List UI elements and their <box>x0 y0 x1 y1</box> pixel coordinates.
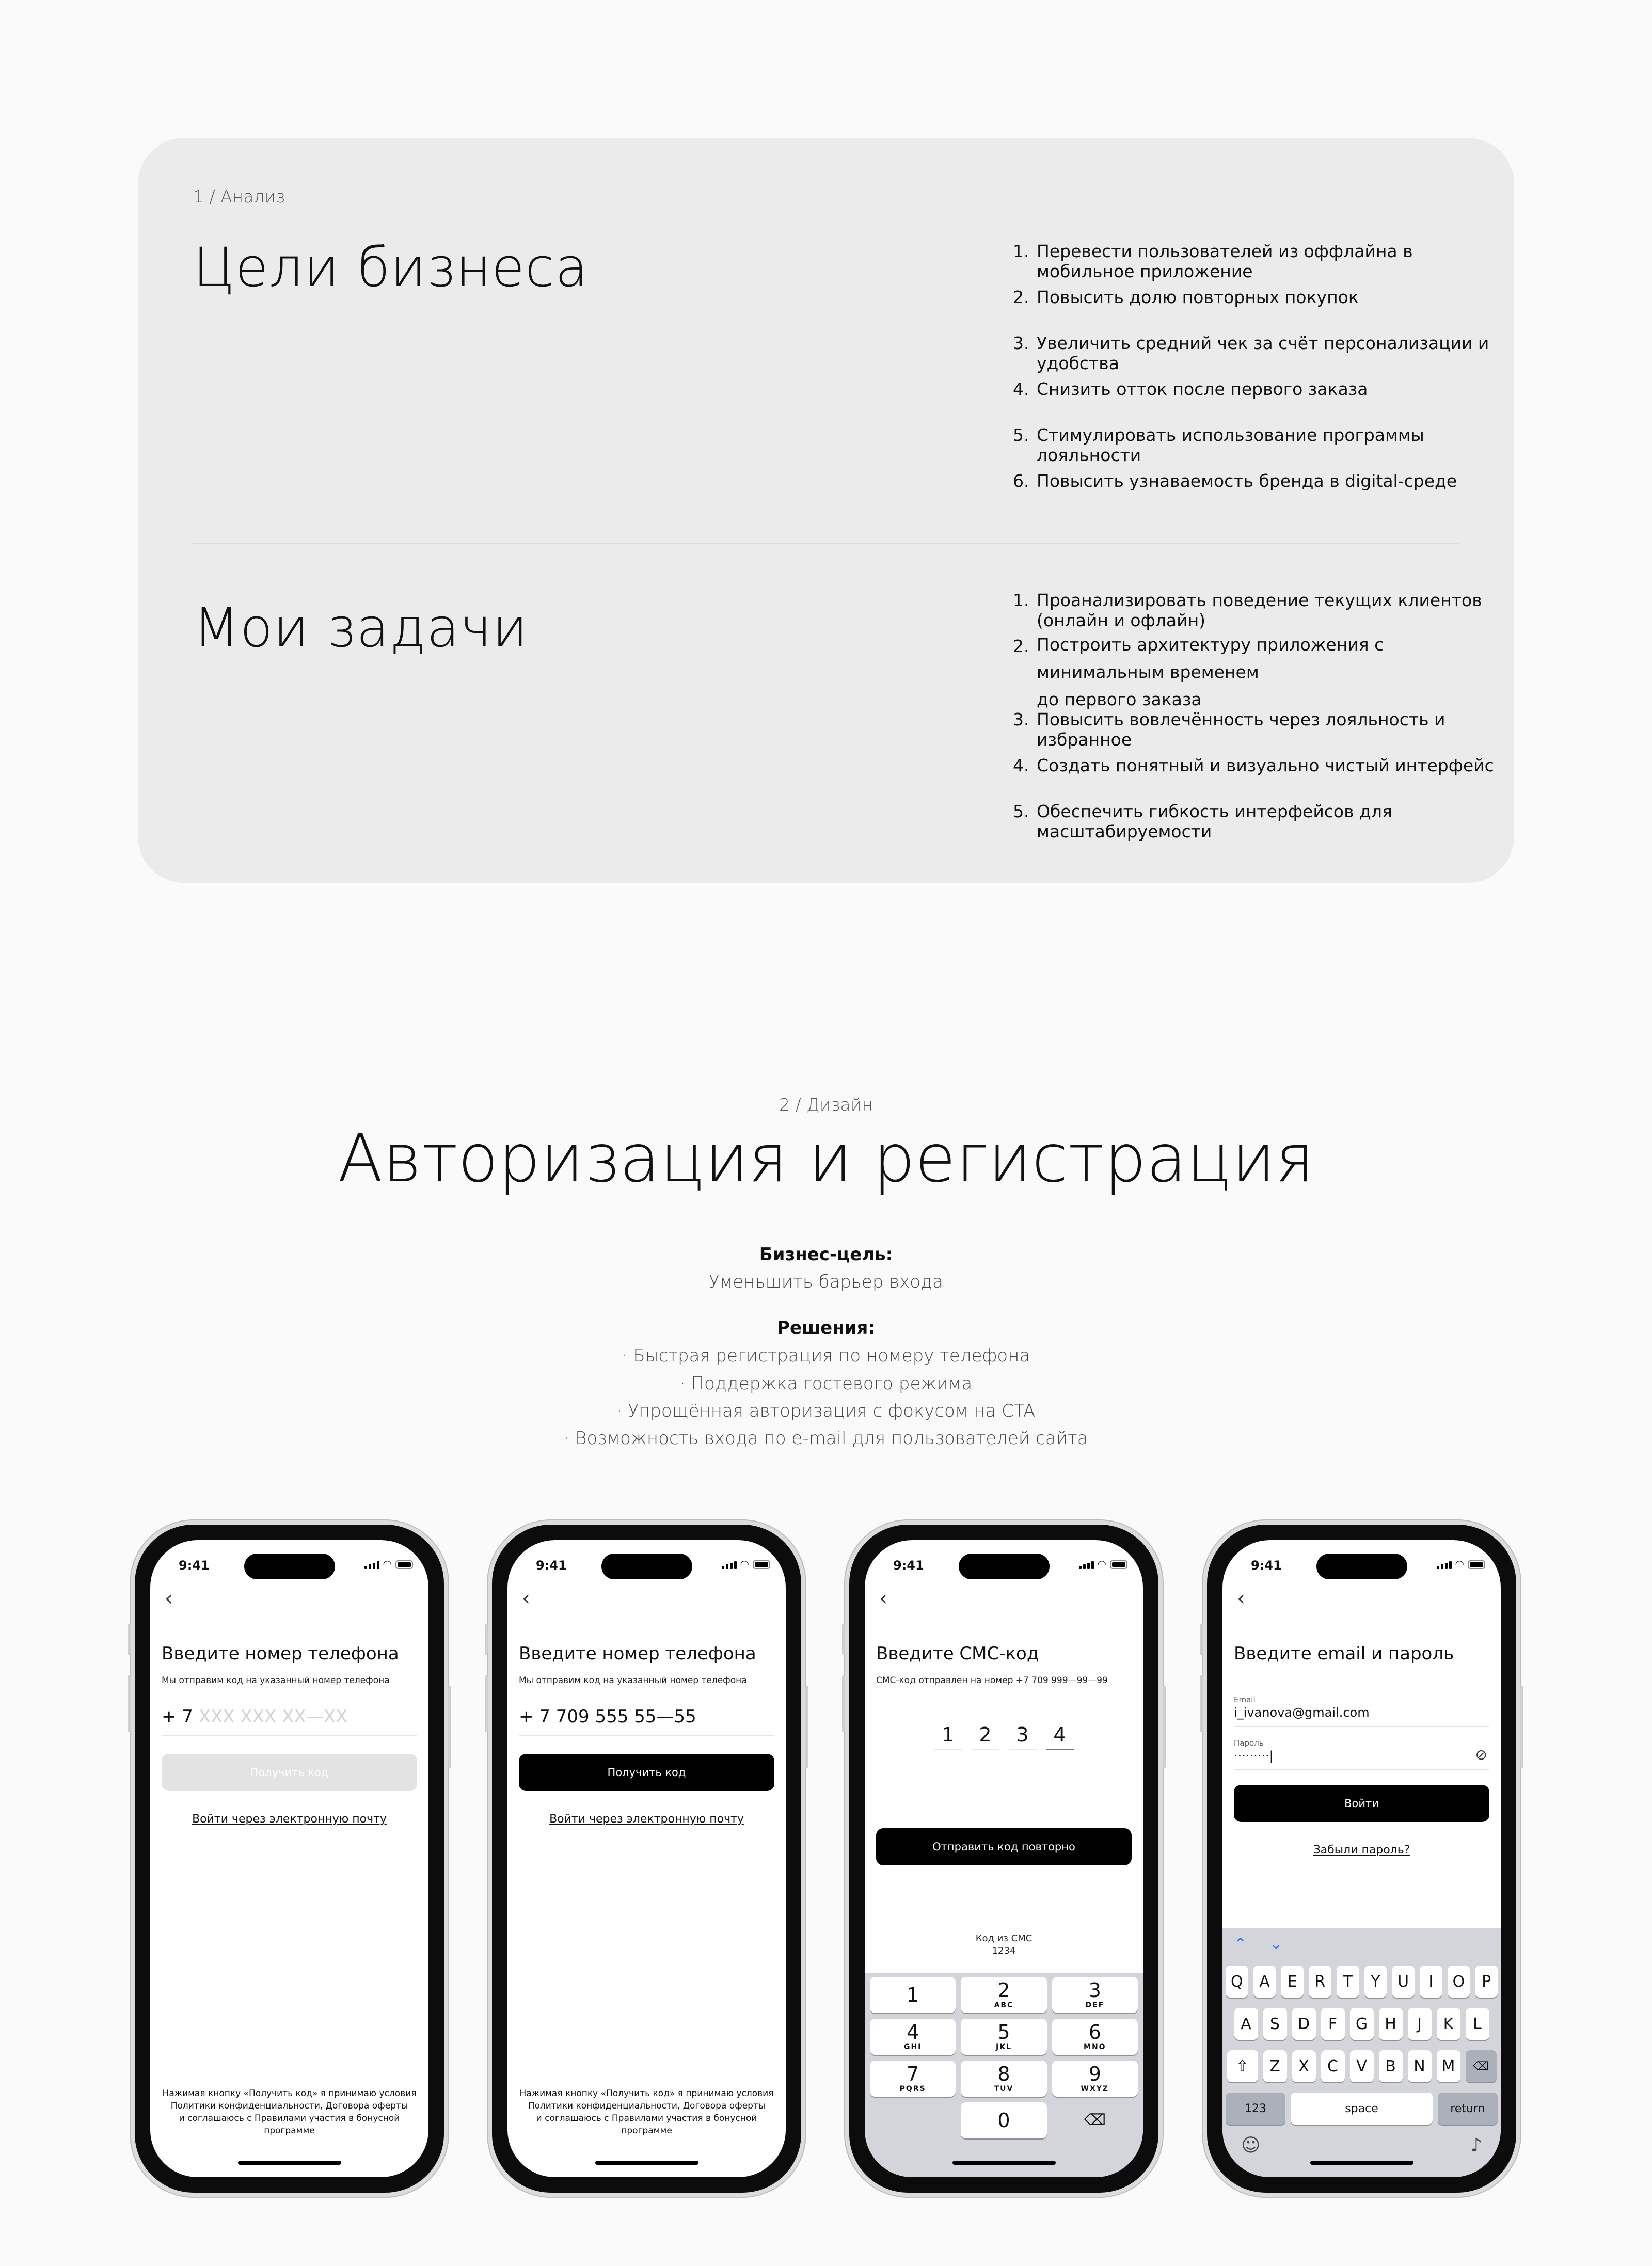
status-icons <box>364 1559 413 1569</box>
phone-mockup-phone-empty <box>131 1520 448 2197</box>
status-time: 9:41 <box>1251 1558 1282 1573</box>
email-value: i_ivanova@gmail.com <box>1234 1705 1370 1720</box>
side-button <box>128 1624 131 1655</box>
keypad-key[interactable]: 6 MNO <box>1052 2019 1138 2055</box>
phone-mockup-sms <box>845 1520 1163 2197</box>
list-item: 1. Проанализировать поведение текущих клиентов (онлайн и офлайн) <box>1013 590 1482 630</box>
list-item: 4. Снизить отток после первого заказа <box>1013 379 1368 399</box>
keyboard-key[interactable]: Y <box>1364 1966 1387 1998</box>
chevron-left-icon[interactable]: ‹ <box>879 1587 887 1610</box>
keyboard-key[interactable]: A <box>1234 2008 1258 2040</box>
phone-mockup-email <box>1203 1520 1520 2197</box>
home-indicator <box>1310 2161 1413 2165</box>
side-button <box>1200 1675 1203 1732</box>
keypad-key[interactable]: 7 PQRS <box>870 2061 956 2097</box>
wifi-icon: ◠ <box>1097 1558 1106 1570</box>
phone-mockup-phone-filled <box>488 1520 805 2197</box>
business-goal-label: Бизнес-цель: <box>759 1244 893 1265</box>
email-login-link[interactable]: Войти через электронную почту <box>192 1813 387 1826</box>
keyboard-key[interactable]: E <box>1281 1966 1304 1998</box>
battery-icon <box>753 1560 770 1569</box>
legal-text: Нажимая кнопку «Получить код» я принимаю условия Политики конфиденциальности, Договора оферты и соглашаюсь с Правилами участия в бонусной программе <box>162 2088 417 2136</box>
keyboard-key[interactable]: M <box>1437 2050 1460 2082</box>
code-digit: 4 <box>1046 1723 1074 1750</box>
battery-icon <box>1468 1560 1485 1569</box>
numeric-keypad <box>865 1973 1143 2177</box>
screen-title: Введите номер телефона <box>519 1643 756 1664</box>
keyboard-key[interactable]: C <box>1321 2050 1345 2082</box>
page-title: Авторизация и регистрация <box>338 1120 1314 1197</box>
delete-key-icon[interactable]: ⌫ <box>1466 2050 1497 2082</box>
keyboard-key[interactable]: F <box>1321 2008 1345 2040</box>
email-field[interactable] <box>1234 1695 1489 1727</box>
code-digit: 3 <box>1009 1723 1037 1750</box>
solutions-label: Решения: <box>777 1318 875 1338</box>
list-item: 1. Перевести пользователей из оффлайна в мобильное приложение <box>1013 241 1413 281</box>
section-tag-design: 2 / Дизайн <box>779 1095 873 1115</box>
my-tasks-list <box>1013 590 1514 847</box>
side-button <box>128 1675 131 1732</box>
phone-input[interactable] <box>519 1706 774 1736</box>
solution-item: · Упрощённая авторизация с фокусом на CTA <box>616 1401 1036 1421</box>
signal-icon <box>1079 1561 1094 1569</box>
keypad-key[interactable]: 5 JKL <box>961 2019 1046 2055</box>
phone-input[interactable] <box>162 1706 417 1736</box>
keyboard-key[interactable]: P <box>1475 1966 1498 1998</box>
screen-title: Введите email и пароль <box>1234 1643 1454 1664</box>
status-icons <box>722 1559 770 1569</box>
phone-screen <box>150 1540 428 2177</box>
eye-off-icon[interactable]: ⊘ <box>1475 1746 1487 1763</box>
keyboard-key[interactable]: Q <box>1226 1966 1248 1998</box>
keyboard-key[interactable]: D <box>1292 2008 1316 2040</box>
list-item: 6. Повысить узнаваемость бренда в digital-среде <box>1013 471 1457 491</box>
keyboard-key[interactable]: V <box>1350 2050 1374 2082</box>
microphone-icon[interactable]: ♪ <box>1470 2135 1482 2156</box>
chevron-up-icon[interactable]: ⌃ <box>1234 1935 1247 1953</box>
legal-text: Нажимая кнопку «Получить код» я принимаю условия Политики конфиденциальности, Договора оферты и соглашаюсь с Правилами участия в бонусной программе <box>519 2088 774 2136</box>
screen-title: Введите номер телефона <box>162 1643 399 1664</box>
dynamic-island <box>959 1554 1050 1579</box>
chevron-left-icon[interactable]: ‹ <box>165 1587 173 1610</box>
keyboard-key[interactable]: H <box>1379 2008 1403 2040</box>
list-item: 2. Повысить долю повторных покупок <box>1013 287 1359 307</box>
status-icons <box>1437 1559 1485 1569</box>
chevron-down-icon[interactable]: ⌄ <box>1269 1935 1283 1953</box>
solution-item: · Поддержка гостевого режима <box>679 1373 973 1394</box>
dynamic-island <box>601 1554 692 1579</box>
code-digit: 2 <box>972 1723 999 1750</box>
home-indicator <box>238 2161 341 2165</box>
section-divider <box>193 543 1459 544</box>
phone-frame <box>492 1525 801 2193</box>
keyboard-key[interactable]: R <box>1309 1966 1331 1998</box>
keypad-key[interactable]: 1 <box>870 1977 956 2013</box>
phone-screen <box>507 1540 786 2177</box>
keyboard-key[interactable]: N <box>1408 2050 1432 2082</box>
login-button[interactable]: Войти <box>1234 1785 1489 1822</box>
phone-frame <box>849 1525 1158 2193</box>
business-goals-list <box>1013 241 1514 517</box>
field-navigation <box>1234 1935 1282 1953</box>
status-icons <box>1079 1559 1127 1569</box>
keyboard-key[interactable]: Z <box>1263 2050 1287 2082</box>
wifi-icon: ◠ <box>383 1558 392 1570</box>
keypad-key[interactable]: 4 GHI <box>870 2019 956 2055</box>
side-button <box>485 1624 488 1655</box>
status-time: 9:41 <box>536 1558 567 1573</box>
side-button <box>448 1686 451 1768</box>
wifi-icon: ◠ <box>740 1558 749 1570</box>
chevron-left-icon[interactable]: ‹ <box>1237 1587 1245 1610</box>
get-code-button[interactable]: Получить код <box>162 1754 417 1791</box>
battery-icon <box>1110 1560 1127 1569</box>
dynamic-island <box>244 1554 335 1579</box>
status-time: 9:41 <box>179 1558 210 1573</box>
keyboard-key[interactable]: A <box>1253 1966 1276 1998</box>
get-code-button[interactable]: Получить код <box>519 1754 774 1791</box>
phone-value: + 7 709 555 55—55 <box>519 1706 696 1727</box>
side-button <box>1163 1686 1166 1768</box>
code-digit: 1 <box>934 1723 962 1750</box>
password-value: ·········| <box>1234 1749 1274 1763</box>
keyboard-key[interactable]: U <box>1392 1966 1415 1998</box>
keypad-key[interactable]: 3 DEF <box>1052 1977 1138 2013</box>
dynamic-island <box>1316 1554 1407 1579</box>
keypad-key[interactable]: 0 <box>961 2102 1046 2138</box>
keypad-key[interactable]: 8 TUV <box>961 2061 1046 2097</box>
business-goal-text: Уменьшить барьер входа <box>709 1272 943 1292</box>
solution-item: · Возможность входа по e-mail для пользователей сайта <box>564 1428 1088 1449</box>
return-key[interactable]: return <box>1438 2093 1498 2125</box>
password-field[interactable] <box>1234 1738 1489 1770</box>
keyboard-key[interactable]: B <box>1379 2050 1403 2082</box>
solution-item: · Быстрая регистрация по номеру телефона <box>622 1345 1030 1366</box>
keypad-key[interactable]: 2 ABC <box>961 1977 1046 2013</box>
phone-screen <box>865 1540 1143 2177</box>
forgot-password-link[interactable]: Забыли пароль? <box>1313 1844 1410 1857</box>
email-login-link[interactable]: Войти через электронную почту <box>549 1813 744 1826</box>
space-key[interactable]: space <box>1291 2093 1433 2125</box>
signal-icon <box>364 1561 379 1569</box>
numbers-key[interactable]: 123 <box>1226 2093 1285 2125</box>
analysis-card <box>138 138 1514 883</box>
wifi-icon: ◠ <box>1455 1558 1464 1570</box>
sms-code-input[interactable] <box>865 1723 1143 1750</box>
phone-frame <box>135 1525 444 2193</box>
screen-subtitle: Мы отправим код на указанный номер телефона <box>519 1675 747 1686</box>
emoji-icon[interactable]: ☺ <box>1241 2135 1261 2156</box>
battery-icon <box>395 1560 413 1569</box>
keyboard-key[interactable]: I <box>1420 1966 1442 1998</box>
list-item: 5. Стимулировать использование программы лояльности <box>1013 425 1424 465</box>
keyboard-key[interactable]: J <box>1408 2008 1432 2040</box>
list-item: 3. Повысить вовлечённость через лояльность и избранное <box>1013 709 1446 750</box>
shift-icon[interactable]: ⇧ <box>1227 2050 1258 2082</box>
keypad-blank <box>870 2102 956 2138</box>
home-indicator <box>595 2161 698 2165</box>
signal-icon <box>722 1561 737 1569</box>
phone-placeholder: XXX XXX XX—XX <box>198 1706 348 1727</box>
side-button <box>1200 1624 1203 1655</box>
side-button <box>485 1675 488 1732</box>
side-button <box>842 1624 845 1655</box>
screen-subtitle: СМС-код отправлен на номер +7 709 999—99—99 <box>876 1675 1108 1686</box>
section-tag-analysis: 1 / Анализ <box>193 186 285 207</box>
keyboard-key[interactable]: K <box>1437 2008 1460 2040</box>
qwerty-keyboard <box>1222 1928 1501 2177</box>
sms-code-suggestion[interactable]: Код из СМС 1234 <box>975 1933 1032 1956</box>
email-label: Email <box>1234 1695 1256 1704</box>
keypad-key[interactable]: 9 WXYZ <box>1052 2061 1138 2097</box>
screen-title: Введите СМС-код <box>876 1643 1039 1664</box>
keyboard-key[interactable]: O <box>1448 1966 1470 1998</box>
phone-frame <box>1207 1525 1516 2193</box>
password-label: Пароль <box>1234 1738 1264 1748</box>
list-item: 4. Создать понятный и визуально чистый интерфейс <box>1013 755 1494 775</box>
keyboard-key[interactable]: G <box>1350 2008 1374 2040</box>
side-button <box>1520 1686 1523 1768</box>
keyboard-key[interactable]: X <box>1292 2050 1316 2082</box>
phone-screen <box>1222 1540 1501 2177</box>
list-item: 5. Обеспечить гибкость интерфейсов для масштабируемости <box>1013 801 1392 842</box>
list-item: 2. Построить архитектуру приложения с минимальным временем до первого заказа <box>1013 635 1384 709</box>
signal-icon <box>1437 1561 1452 1569</box>
keyboard-key[interactable]: S <box>1263 2008 1287 2040</box>
screen-subtitle: Мы отправим код на указанный номер телефона <box>162 1675 390 1686</box>
my-tasks-title: Мои задачи <box>193 596 528 659</box>
home-indicator <box>952 2161 1056 2165</box>
keyboard-key[interactable]: T <box>1337 1966 1359 1998</box>
list-item: 3. Увеличить средний чек за счёт персонализации и удобства <box>1013 333 1489 373</box>
side-button <box>805 1686 808 1768</box>
keyboard-key[interactable]: L <box>1466 2008 1489 2040</box>
backspace-icon[interactable]: ⌫ <box>1084 2111 1106 2129</box>
chevron-left-icon[interactable]: ‹ <box>522 1587 530 1610</box>
business-goals-title: Цели бизнеса <box>193 236 589 299</box>
side-button <box>842 1675 845 1732</box>
resend-code-button[interactable]: Отправить код повторно <box>876 1828 1132 1865</box>
phone-prefix: + 7 <box>162 1706 193 1727</box>
status-time: 9:41 <box>893 1558 924 1573</box>
